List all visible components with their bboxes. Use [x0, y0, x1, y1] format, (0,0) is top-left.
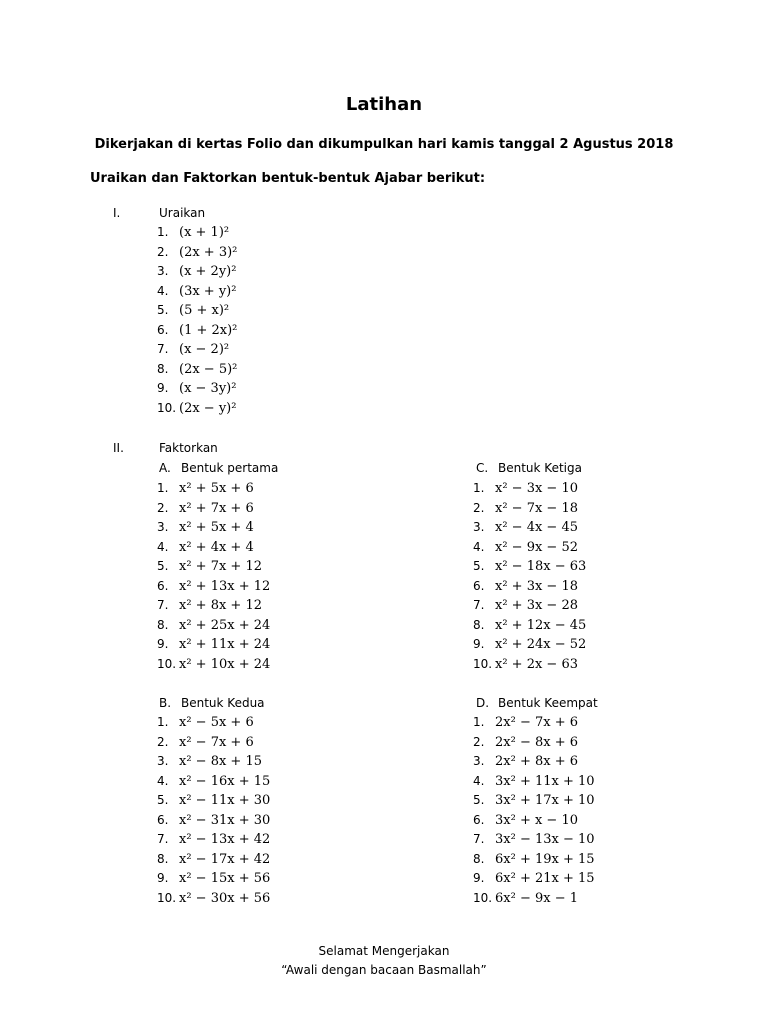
list-item	[473, 596, 586, 616]
item-number: 8.	[473, 851, 485, 866]
math-expression: x² + 7x + 12	[179, 559, 263, 574]
list-item	[157, 360, 237, 380]
item-number: 10.	[157, 656, 177, 671]
item-number: 7.	[473, 598, 485, 612]
math-expression: x² − 18x − 63	[495, 559, 587, 574]
math-expression: 6x² + 21x + 15	[495, 871, 595, 886]
list-item	[473, 869, 595, 889]
item-number: 3.	[157, 754, 169, 768]
list-item	[157, 830, 270, 850]
item-number: 2.	[157, 500, 169, 515]
item-number: 3.	[157, 520, 169, 534]
list-item	[473, 518, 586, 538]
item-number: 4.	[157, 539, 169, 554]
list-item	[473, 557, 586, 577]
list-item	[473, 499, 586, 519]
math-expression: x² + 10x + 24	[179, 656, 271, 672]
item-number: 9.	[157, 637, 169, 651]
list-item	[473, 655, 586, 675]
section-2-numeral: II.	[113, 441, 124, 455]
item-number: 7.	[157, 832, 169, 846]
math-expression: x² + 24x − 52	[495, 637, 587, 652]
list-item	[157, 301, 237, 321]
math-expression: x² − 7x − 18	[495, 500, 579, 516]
math-expression: x² + 3x − 28	[495, 598, 579, 613]
list-item	[157, 889, 270, 909]
math-expression: x² + 5x + 4	[179, 520, 254, 535]
group-a-label: A.	[159, 461, 171, 475]
group-a-title: Bentuk pertama	[181, 461, 279, 475]
list-item	[473, 850, 595, 870]
item-number: 6.	[157, 812, 169, 827]
math-expression: x² − 3x − 10	[495, 481, 579, 496]
item-number: 10.	[473, 656, 493, 671]
item-number: 2.	[157, 734, 169, 749]
list-item	[157, 538, 270, 558]
group-c-label: C.	[476, 461, 489, 475]
item-number: 6.	[473, 578, 485, 593]
math-expression: (x − 3y)²	[179, 381, 237, 396]
item-number: 8.	[157, 361, 169, 376]
page-subtitle: Dikerjakan di kertas Folio dan dikumpulkan hari kamis tanggal 2 Agustus 2018	[94, 137, 674, 152]
group-d-heading	[476, 696, 598, 710]
item-number: 9.	[473, 871, 485, 885]
list-item	[473, 577, 586, 597]
item-number: 2.	[473, 500, 485, 515]
group-d-label: D.	[476, 696, 490, 710]
group-b-label: B.	[159, 696, 172, 710]
list-item	[157, 791, 270, 811]
item-number: 10.	[157, 400, 177, 415]
list-item	[473, 713, 595, 733]
list-item	[157, 379, 237, 399]
math-expression: x² + 12x − 45	[495, 617, 587, 633]
group-a-list	[157, 479, 270, 674]
math-expression: 2x² − 7x + 6	[495, 715, 579, 730]
math-expression: x² − 4x − 45	[495, 520, 579, 535]
list-item	[473, 830, 595, 850]
math-expression: x² + 8x + 12	[179, 598, 263, 613]
list-item	[157, 262, 237, 282]
item-number: 1.	[157, 481, 169, 495]
group-c-heading	[476, 461, 582, 475]
math-expression: x² − 16x + 15	[179, 773, 271, 789]
section-1-numeral: I.	[113, 206, 121, 220]
item-number: 10.	[157, 890, 177, 905]
item-number: 3.	[473, 520, 485, 534]
math-expression: (2x + 3)²	[179, 244, 238, 260]
item-number: 2.	[157, 244, 169, 259]
math-expression: x² − 30x + 56	[179, 890, 271, 906]
item-number: 8.	[157, 851, 169, 866]
item-number: 8.	[473, 617, 485, 632]
math-expression: (3x + y)²	[179, 283, 237, 299]
item-number: 2.	[473, 734, 485, 749]
math-expression: x² + 3x − 18	[495, 578, 579, 594]
item-number: 5.	[157, 793, 169, 807]
item-number: 6.	[157, 578, 169, 593]
group-b-heading	[159, 696, 265, 710]
math-expression: 2x² + 8x + 6	[495, 754, 579, 769]
group-a-heading	[159, 461, 278, 475]
item-number: 1.	[157, 225, 169, 239]
list-item	[157, 557, 270, 577]
section-1-title: Uraikan	[159, 206, 206, 220]
item-number: 1.	[473, 481, 485, 495]
item-number: 5.	[473, 559, 485, 573]
list-item	[473, 479, 586, 499]
item-number: 4.	[157, 773, 169, 788]
math-expression: (2x − 5)²	[179, 361, 238, 377]
list-item	[473, 635, 586, 655]
list-item	[157, 499, 270, 519]
item-number: 1.	[473, 715, 485, 729]
math-expression: x² − 11x + 30	[179, 793, 271, 808]
math-expression: x² − 9x − 52	[495, 539, 579, 555]
math-expression: x² − 13x + 42	[179, 832, 271, 847]
list-item	[473, 772, 595, 792]
math-expression: (x + 2y)²	[179, 264, 237, 279]
page-title: Latihan	[345, 94, 423, 115]
list-item	[157, 577, 270, 597]
item-number: 4.	[157, 283, 169, 298]
list-item	[473, 616, 586, 636]
group-c-list	[473, 479, 586, 674]
group-d-list	[473, 713, 595, 908]
item-number: 5.	[157, 559, 169, 573]
math-expression: (5 + x)²	[179, 303, 230, 318]
list-item	[473, 791, 595, 811]
list-item	[157, 713, 270, 733]
list-item	[157, 850, 270, 870]
list-item	[157, 635, 270, 655]
math-expression: x² + 13x + 12	[179, 578, 271, 594]
item-number: 7.	[157, 598, 169, 612]
math-expression: 3x² + x − 10	[495, 812, 579, 828]
list-item	[473, 733, 595, 753]
math-expression: x² + 25x + 24	[179, 617, 271, 633]
math-expression: 3x² + 17x + 10	[495, 793, 595, 808]
group-b-title: Bentuk Kedua	[181, 696, 265, 710]
group-d-title: Bentuk Keempat	[498, 696, 598, 710]
item-number: 4.	[473, 539, 485, 554]
math-expression: 3x² − 13x − 10	[495, 832, 595, 847]
math-expression: x² + 11x + 24	[179, 637, 271, 652]
list-item	[157, 752, 270, 772]
math-expression: 3x² + 11x + 10	[495, 773, 595, 789]
list-item	[157, 596, 270, 616]
item-number: 9.	[473, 637, 485, 651]
list-item	[473, 889, 595, 909]
math-expression: (x − 2)²	[179, 342, 230, 357]
list-item	[157, 321, 237, 341]
item-number: 3.	[473, 754, 485, 768]
section-2-title: Faktorkan	[159, 441, 218, 455]
math-expression: x² − 31x + 30	[179, 812, 271, 828]
math-expression: x² + 4x + 4	[179, 539, 254, 555]
section-1-list	[157, 223, 237, 418]
list-item	[157, 518, 270, 538]
list-item	[157, 869, 270, 889]
list-item	[157, 399, 237, 419]
math-expression: x² − 17x + 42	[179, 851, 271, 867]
list-item	[157, 340, 237, 360]
list-item	[473, 752, 595, 772]
list-item	[157, 811, 270, 831]
math-expression: x² + 7x + 6	[179, 500, 254, 516]
item-number: 1.	[157, 715, 169, 729]
math-expression: x² − 15x + 56	[179, 871, 271, 886]
item-number: 6.	[473, 812, 485, 827]
group-b-list	[157, 713, 270, 908]
item-number: 10.	[473, 890, 493, 905]
footer-greeting: Selamat Mengerjakan	[318, 944, 450, 958]
math-expression: 6x² − 9x − 1	[495, 890, 579, 906]
math-expression: x² + 5x + 6	[179, 481, 254, 496]
list-item	[157, 282, 237, 302]
math-expression: x² − 5x + 6	[179, 715, 254, 730]
list-item	[473, 538, 586, 558]
item-number: 9.	[157, 871, 169, 885]
item-number: 4.	[473, 773, 485, 788]
list-item	[157, 655, 270, 675]
item-number: 7.	[473, 832, 485, 846]
instruction-text: Uraikan dan Faktorkan bentuk-bentuk Ajabar berikut:	[90, 171, 486, 186]
math-expression: 6x² + 19x + 15	[495, 851, 595, 867]
list-item	[157, 479, 270, 499]
list-item	[157, 733, 270, 753]
math-expression: (2x − y)²	[179, 400, 237, 416]
list-item	[157, 772, 270, 792]
group-c-title: Bentuk Ketiga	[498, 461, 582, 475]
math-expression: (x + 1)²	[179, 225, 230, 240]
list-item	[157, 243, 237, 263]
math-expression: x² − 8x + 15	[179, 754, 263, 769]
list-item	[157, 616, 270, 636]
item-number: 9.	[157, 381, 169, 395]
item-number: 3.	[157, 264, 169, 278]
item-number: 8.	[157, 617, 169, 632]
item-number: 6.	[157, 322, 169, 337]
item-number: 7.	[157, 342, 169, 356]
math-expression: 2x² − 8x + 6	[495, 734, 579, 750]
item-number: 5.	[157, 303, 169, 317]
footer-quote: “Awali dengan bacaan Basmallah”	[281, 963, 487, 977]
math-expression: (1 + 2x)²	[179, 322, 238, 338]
list-item	[473, 811, 595, 831]
list-item	[157, 223, 237, 243]
math-expression: x² + 2x − 63	[495, 656, 579, 672]
item-number: 5.	[473, 793, 485, 807]
math-expression: x² − 7x + 6	[179, 734, 254, 750]
